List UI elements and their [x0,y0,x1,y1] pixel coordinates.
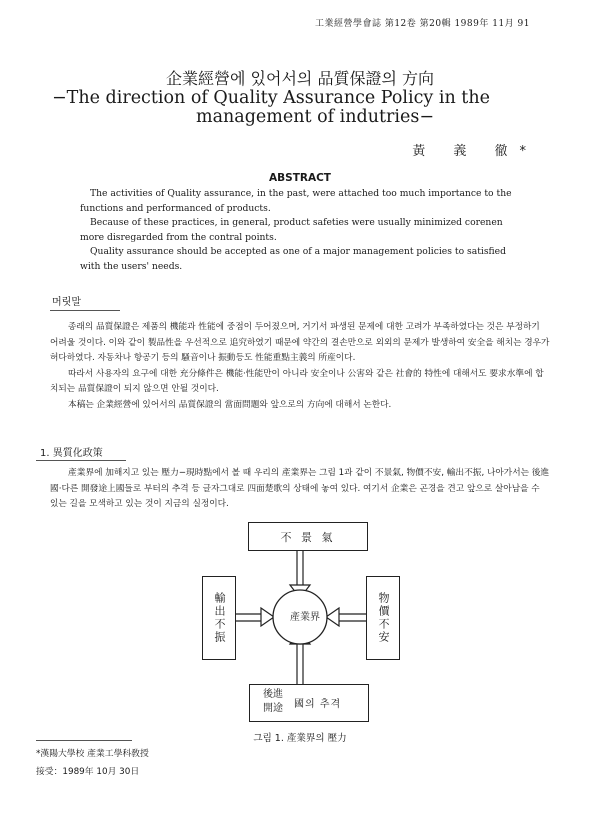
author: 黃 義 徹* [412,144,538,159]
abstract-paragraph: The activities of Quality assurance, in the past, were attached too much importance to the functions and performanced of products. [80,188,512,214]
center-label: 產業界 [290,612,320,623]
section1-body [50,466,550,513]
abstract-paragraph: Because of these practices, in general, product safeties were usually minimized corenen more disregarded from the contral points. [80,217,503,243]
abstract-body [80,187,512,274]
section1-heading: 1. 異質化政策 [40,448,103,459]
journal-header: 工業經營學會誌 第12卷 第20輯 1989年 11月 91 [314,19,530,29]
section-rule [50,310,120,311]
intro-body [50,320,550,413]
intro-paragraph: 本稿는 企業經營에 있어서의 品質保證의 當面問題와 앞으로의 方向에 대해서 논한다. [68,399,392,410]
left-pressure-box: 輸出不振 [202,576,236,660]
abstract-paragraph: Quality assurance should be accepted as one of a major management policies to satisfied with the users' needs. [80,246,507,272]
title-english-line1: −The direction of Quality Assurance Policy in the [52,88,490,108]
section-intro-heading: 머릿말 [52,297,81,308]
figure-caption: 그림 1. 產業界의 壓力 [253,733,347,744]
footnote-affiliation: *漢陽大學校 產業工學科敎授 [36,749,149,759]
intro-paragraph: 종래의 品質保證은 제품의 機能과 性能에 중점이 두어졌으며, 거기서 파생된 문제에 대한 고려가 부족하였다는 것은 부정하기 어려울 것이다. 이와 같이 製品性을 우선적으로 追究하였기 때문에 약간의 결손만으로 외외의 문제가 발생하여 安全을 해치는 경우가 허다하였다. 자동차나 항공기 등의 騷音이나 振動등도 性能重點主義의 所産이다. [50,322,550,363]
top-pressure-box: 不 景 氣 [248,522,368,551]
footnote-received: 接受：1989年 10月 30日 [36,767,140,777]
title-english-line2: management of indutries− [195,107,435,127]
bottom-pressure-box [249,684,369,722]
title-korean: 企業經營에 있어서의 品質保證의 方向 [166,69,434,88]
bottom-box-part-a: 後進 開途 [263,689,283,714]
section-rule [36,460,126,461]
section1-paragraph: 產業界에 加해지고 있는 壓力−現時點에서 볼 때 우리의 產業界는 그림 1과 같이 不景氣, 物價不安, 輸出不振, 나아가서는 後進國·다른 開發途上國들로 부터의 추격 등 글자그대로 四面楚歌의 상태에 놓여 있다. 여기서 企業은 곤경을 견고 앞으로 살아남을 수 있는 길을 모색하고 있는 것이 지금의 실정이다. [50,468,550,509]
footnote-rule [36,740,132,741]
abstract-heading: ABSTRACT [269,172,331,184]
bottom-box-part-b: 國의 추격 [294,699,342,710]
right-pressure-box: 物價不安 [366,576,400,660]
intro-paragraph: 따라서 사용자의 요구에 대한 充分條件은 機能·性能만이 아니라 安全이나 公害와 같은 社會的 特性에 대해서도 要求水準에 합치되는 品質保證이 되지 않으면 안될 것이다. [50,368,544,394]
